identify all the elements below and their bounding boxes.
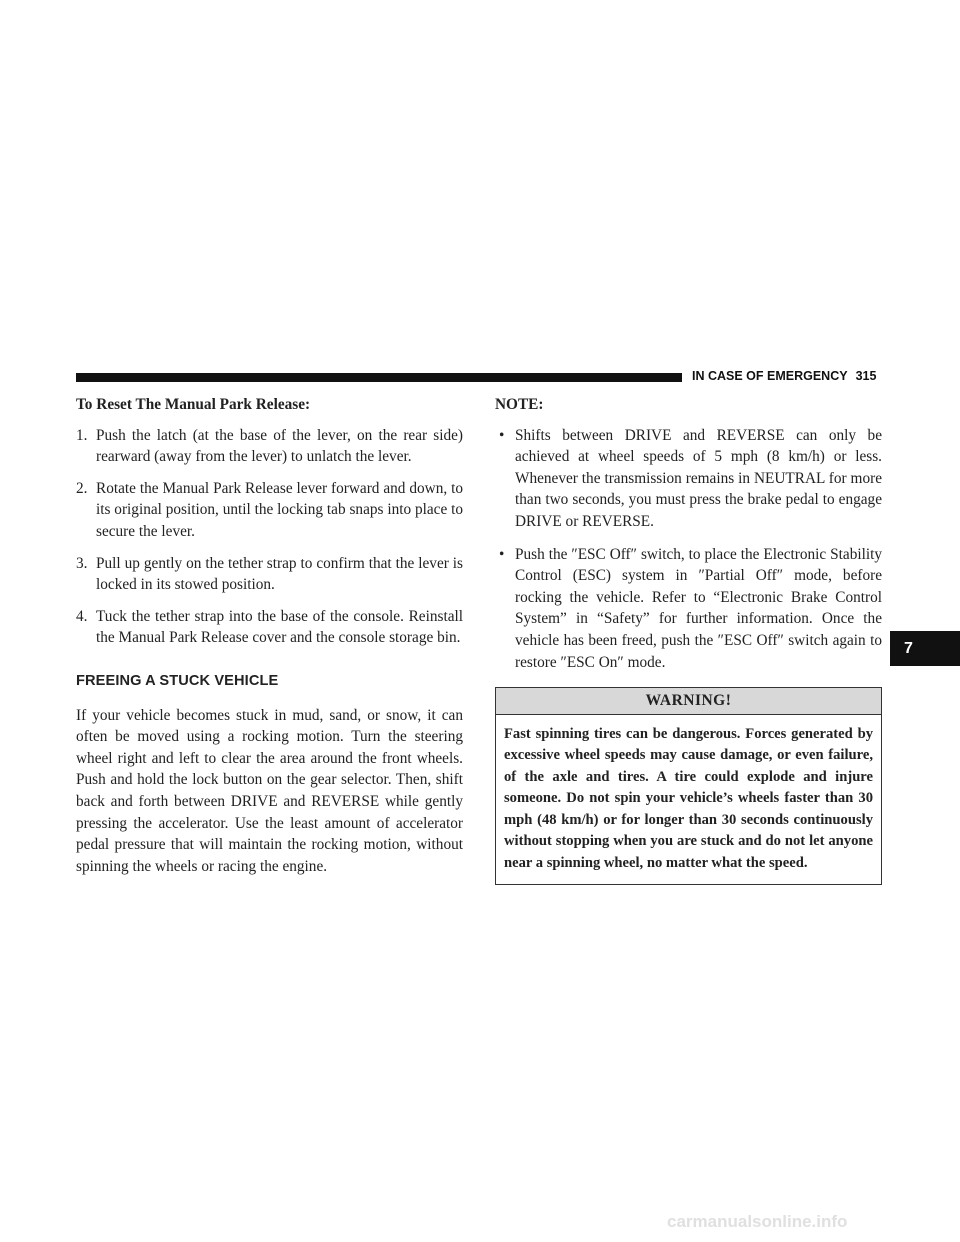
note-bullet-2 — [495, 544, 882, 674]
warning-body: Fast spinning tires can be dangerous. Forces generated by excessive wheel speeds may cause damage, or even failure, of the axle and tires. A tire could explode and injure someone. Do not spin your vehicle’s wheels faster than 30 mph (48 km/h) or for longer than 30 seconds continuously without stopping when you are stuck and do not let anyone near a spinning wheel, no matter what the speed. — [504, 725, 873, 871]
note-bullet-1 — [495, 425, 882, 533]
reset-subheading: To Reset The Manual Park Release: — [76, 396, 311, 413]
section-heading-freeing-stuck-vehicle: FREEING A STUCK VEHICLE — [76, 672, 279, 689]
running-header — [692, 369, 876, 383]
step-number: 1. — [76, 426, 88, 444]
step-text: Push the latch (at the base of the lever, on the rear side) rearward (away from the lever) to unlatch the lever. — [96, 426, 463, 466]
step-3 — [76, 553, 463, 596]
header-rule — [76, 373, 682, 382]
warning-box — [495, 687, 882, 885]
left-column — [76, 394, 463, 877]
watermark-text: carmanualsonline.info — [667, 1212, 848, 1231]
step-2 — [76, 478, 463, 543]
step-text: Pull up gently on the tether strap to confirm that the lever is locked in its stowed position. — [96, 554, 463, 594]
step-text: Tuck the tether strap into the base of the console. Reinstall the Manual Park Release cover and the console storage bin. — [96, 607, 463, 647]
freeing-paragraph: If your vehicle becomes stuck in mud, sand, or snow, it can often be moved using a rocking motion. Turn the steering wheel right and left to clear the area around the front wheels. Push and hold the lock button on the gear selector. Then, shift back and forth between DRIVE and REVERSE while gently pressing the accelerator. Use the least amount of accelerator pedal pressure that will maintain the rocking motion, without spinning the wheels or racing the engine. — [76, 706, 463, 875]
step-text: Rotate the Manual Park Release lever forward and down, to its original position, until the locking tab snaps into place to secure the lever. — [96, 479, 463, 540]
right-column — [495, 394, 882, 885]
chapter-tab: 7 — [890, 631, 960, 666]
bullet-icon: • — [499, 426, 505, 444]
step-1 — [76, 425, 463, 468]
step-number: 2. — [76, 479, 88, 497]
warning-title: WARNING! — [496, 688, 881, 715]
step-number: 4. — [76, 607, 88, 625]
bullet-text: Push the ″ESC Off″ switch, to place the Electronic Stability Control (ESC) system in ″Partial Off″ mode, before rocking the vehicle. Refer to “Electronic Brake Control System” in “Safety” for further information. Once the vehicle has been freed, push the ″ESC Off″ switch again to restore ″ESC On″ mode. — [515, 545, 882, 671]
header-section-title: IN CASE OF EMERGENCY — [692, 369, 848, 383]
step-4 — [76, 606, 463, 649]
page-number: 315 — [855, 369, 877, 383]
bullet-icon: • — [499, 545, 505, 563]
bullet-text: Shifts between DRIVE and REVERSE can only be achieved at wheel speeds of 5 mph (8 km/h) or less. Whenever the transmission remains in NEUTRAL for more than two seconds, you must press the brake pedal to engage DRIVE or REVERSE. — [515, 426, 882, 530]
step-number: 3. — [76, 554, 88, 572]
note-heading: NOTE: — [495, 396, 544, 413]
